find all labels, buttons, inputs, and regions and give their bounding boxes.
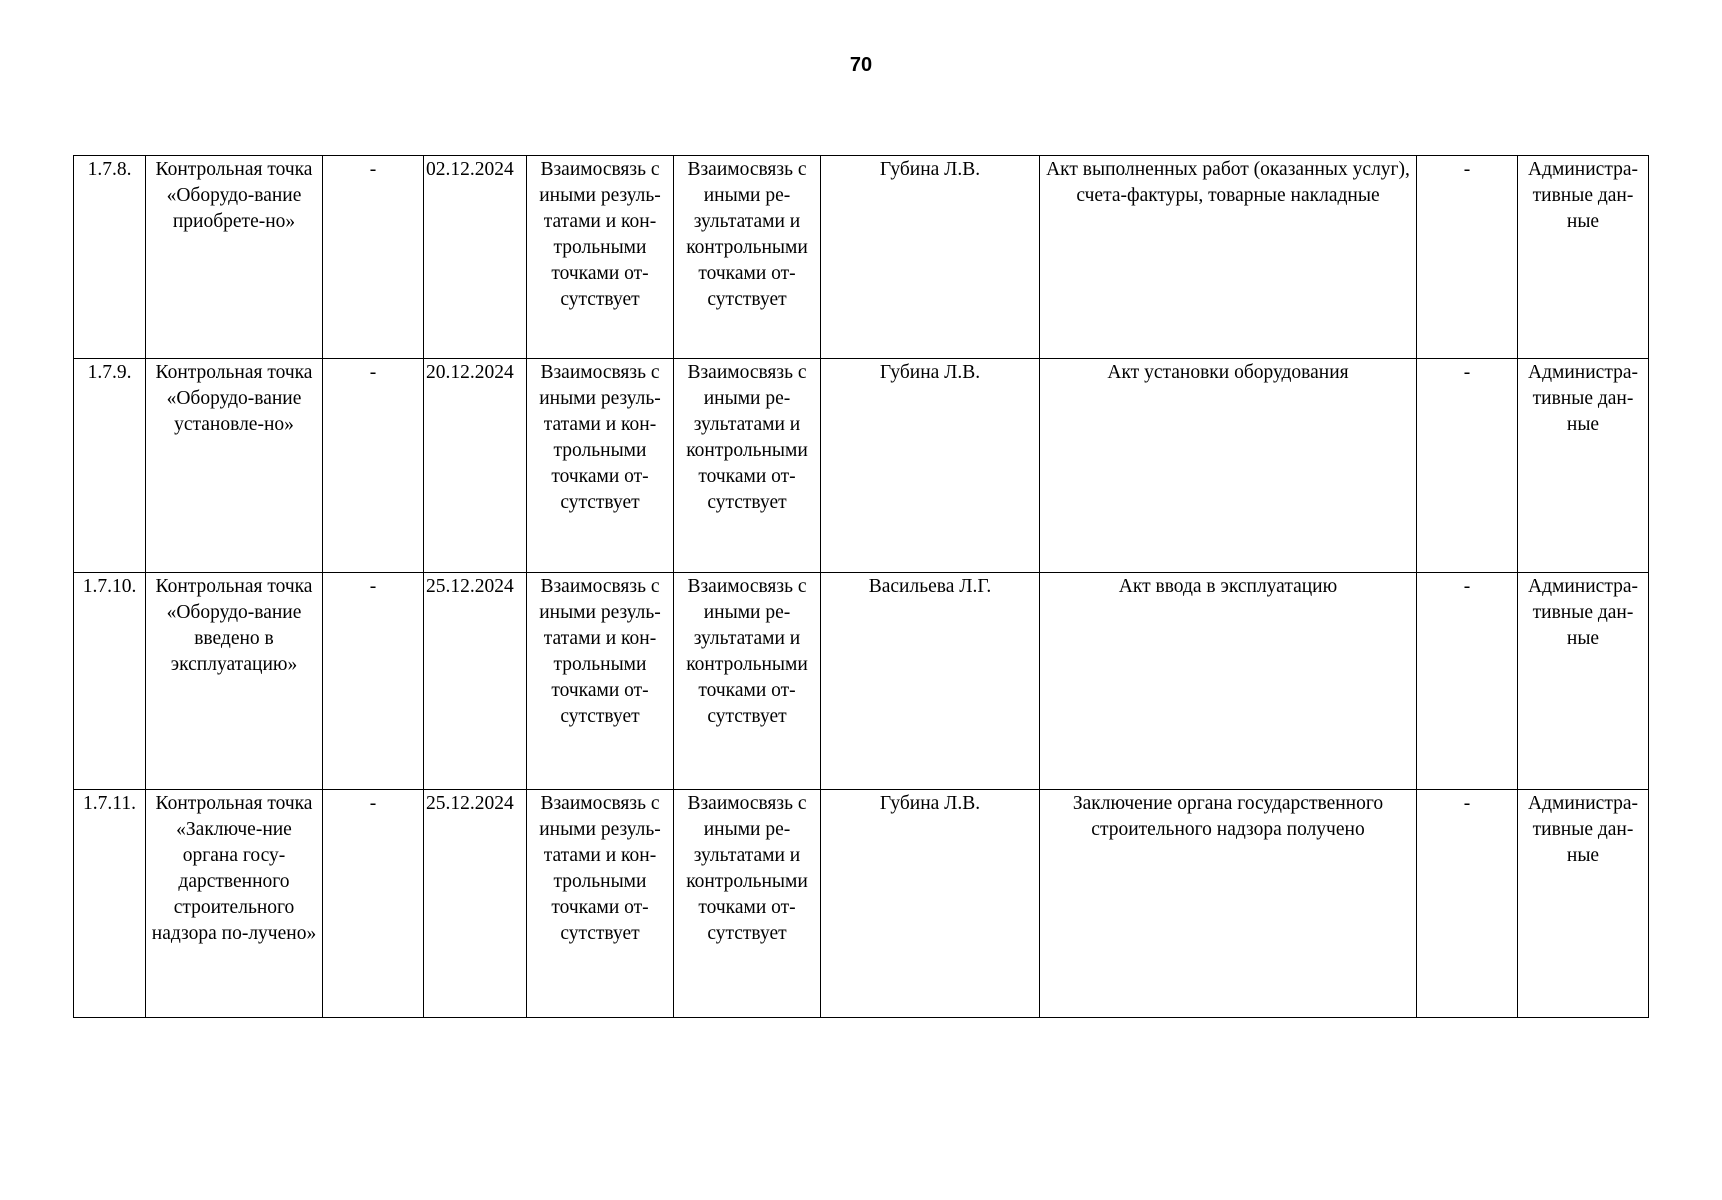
link-with-results: Взаимосвязь с иными резуль-татами и кон-трольными точками от-сутствует (527, 790, 674, 1018)
page-number: 70 (849, 54, 873, 76)
control-points-table (73, 155, 1649, 1018)
empty-value-dash: - (1417, 359, 1518, 573)
link-with-results: Взаимосвязь с иными резуль-татами и кон-трольными точками от-сутствует (527, 573, 674, 790)
table-row (74, 573, 1649, 790)
empty-value-dash: - (1417, 790, 1518, 1018)
table-row (74, 790, 1649, 1018)
table-row (74, 156, 1649, 359)
due-date: 20.12.2024 (424, 359, 527, 573)
data-source: Администра-тивные дан-ные (1518, 790, 1649, 1018)
empty-value-dash: - (323, 359, 424, 573)
due-date: 25.12.2024 (424, 790, 527, 1018)
row-number: 1.7.9. (74, 359, 146, 573)
link-with-results: Взаимосвязь с иными резуль-татами и кон-трольными точками от-сутствует (527, 156, 674, 359)
empty-value-dash: - (323, 156, 424, 359)
row-number: 1.7.10. (74, 573, 146, 790)
confirming-document: Акт выполненных работ (оказанных услуг), счета-фактуры, товарные накладные (1040, 156, 1417, 359)
table-row (74, 359, 1649, 573)
responsible-person: Губина Л.В. (821, 156, 1040, 359)
confirming-document: Акт ввода в эксплуатацию (1040, 573, 1417, 790)
responsible-person: Васильева Л.Г. (821, 573, 1040, 790)
link-with-results-secondary: Взаимосвязь с иными ре-зультатами и контрольными точками от-сутствует (674, 573, 821, 790)
control-point-name: Контрольная точка «Оборудо-вание введено в эксплуатацию» (146, 573, 323, 790)
empty-value-dash: - (1417, 573, 1518, 790)
control-point-name: Контрольная точка «Оборудо-вание приобрете-но» (146, 156, 323, 359)
control-point-name: Контрольная точка «Оборудо-вание установле-но» (146, 359, 323, 573)
confirming-document: Заключение органа государственного строительного надзора получено (1040, 790, 1417, 1018)
data-source: Администра-тивные дан-ные (1518, 156, 1649, 359)
empty-value-dash: - (323, 573, 424, 790)
row-number: 1.7.11. (74, 790, 146, 1018)
link-with-results: Взаимосвязь с иными резуль-татами и кон-трольными точками от-сутствует (527, 359, 674, 573)
link-with-results-secondary: Взаимосвязь с иными ре-зультатами и контрольными точками от-сутствует (674, 156, 821, 359)
data-source: Администра-тивные дан-ные (1518, 573, 1649, 790)
link-with-results-secondary: Взаимосвязь с иными ре-зультатами и контрольными точками от-сутствует (674, 359, 821, 573)
row-number: 1.7.8. (74, 156, 146, 359)
link-with-results-secondary: Взаимосвязь с иными ре-зультатами и контрольными точками от-сутствует (674, 790, 821, 1018)
due-date: 25.12.2024 (424, 573, 527, 790)
responsible-person: Губина Л.В. (821, 359, 1040, 573)
empty-value-dash: - (1417, 156, 1518, 359)
responsible-person: Губина Л.В. (821, 790, 1040, 1018)
control-point-name: Контрольная точка «Заключе-ние органа госу-дарственного строительного надзора по-лучено» (146, 790, 323, 1018)
empty-value-dash: - (323, 790, 424, 1018)
confirming-document: Акт установки оборудования (1040, 359, 1417, 573)
data-source: Администра-тивные дан-ные (1518, 359, 1649, 573)
due-date: 02.12.2024 (424, 156, 527, 359)
